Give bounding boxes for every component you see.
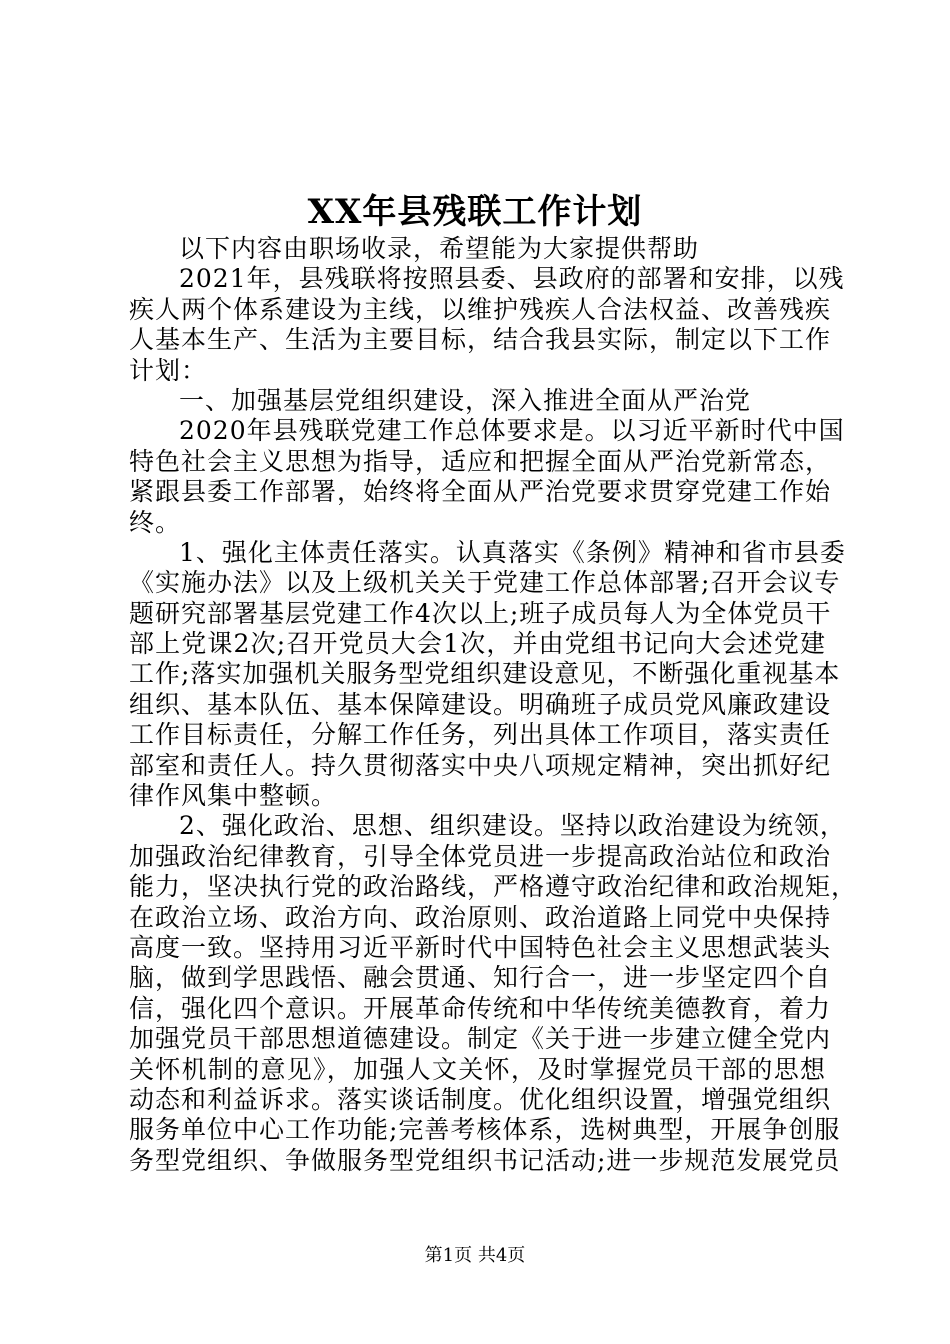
text-line: 服务单位中心工作功能;完善考核体系，选树典型，开展争创服 (129, 1115, 841, 1145)
text-line: 特色社会主义思想为指导，适应和把握全面从严治党新常态， (129, 446, 832, 476)
text-line: 加强政治纪律教育，引导全体党员进一步提高政治站位和政治 (129, 841, 832, 871)
text-line: 疾人两个体系建设为主线，以维护残疾人合法权益、改善残疾 (129, 294, 832, 324)
text-line: 脑，做到学思践悟、融会贯通、知行合一，进一步坚定四个自 (129, 963, 832, 993)
text-line: 2020年县残联党建工作总体要求是。以习近平新时代中国 (179, 416, 845, 446)
document-title: XX年县残联工作计划 (307, 192, 643, 232)
text-line: 人基本生产、生活为主要目标，结合我县实际，制定以下工作 (129, 325, 832, 355)
text-line: 一、加强基层党组织建设，深入推进全面从严治党 (179, 385, 752, 415)
text-line: 部室和责任人。持久贯彻落实中央八项规定精神，突出抓好纪 (129, 750, 832, 780)
text-line: 务型党组织、争做服务型党组织书记活动;进一步规范发展党员 (129, 1145, 841, 1175)
paragraph (129, 416, 845, 538)
text-line: 关怀机制的意见》，加强人文关怀，及时掌握党员干部的思想 (129, 1054, 826, 1084)
text-line: 高度一致。坚持用习近平新时代中国特色社会主义思想武装头 (129, 932, 832, 962)
paragraph (129, 537, 846, 812)
paragraph (129, 386, 826, 416)
text-line: 加强党员干部思想道德建设。制定《关于进一步建立健全党内 (129, 1024, 832, 1054)
page-footer: 第1页 共4页 (424, 1245, 526, 1266)
text-line: 工作目标责任，分解工作任务，列出具体工作项目，落实责任 (129, 720, 832, 750)
paragraph (129, 234, 826, 264)
paragraph (129, 811, 858, 1176)
text-line: 终。 (129, 507, 182, 537)
text-line: 工作;落实加强机关服务型党组织建设意见，不断强化重视基本 (129, 659, 841, 689)
text-line: 题研究部署基层党建工作4次以上;班子成员每人为全体党员干 (129, 598, 832, 628)
text-line: 部上党课2次;召开党员大会1次，并由党组书记向大会述党建 (129, 629, 826, 659)
text-line: 紧跟县委工作部署，始终将全面从严治党要求贯穿党建工作始 (129, 477, 832, 507)
text-line: 组织、基本队伍、基本保障建设。明确班子成员党风廉政建设 (129, 689, 832, 719)
text-line: 2021年，县残联将按照县委、县政府的部署和安排，以残 (179, 264, 845, 294)
text-line: 能力，坚决执行党的政治路线，严格遵守政治纪律和政治规矩， (129, 872, 858, 902)
document-body (129, 234, 858, 1176)
text-line: 在政治立场、政治方向、政治原则、政治道路上同党中央保持 (129, 902, 832, 932)
paragraph (129, 264, 845, 386)
text-line: 律作风集中整顿。 (129, 781, 338, 811)
text-line: 计划： (129, 355, 208, 385)
text-line: 动态和利益诉求。落实谈话制度。优化组织设置，增强党组织 (129, 1084, 832, 1114)
text-line: 以下内容由职场收录，希望能为大家提供帮助 (179, 234, 700, 263)
text-line: 2、强化政治、思想、组织建设。坚持以政治建设为统领， (179, 811, 846, 841)
text-line: 1、强化主体责任落实。认真落实《条例》精神和省市县委 (179, 537, 846, 567)
text-line: 信，强化四个意识。开展革命传统和中华传统美德教育，着力 (129, 993, 832, 1023)
text-line: 《实施办法》以及上级机关关于党建工作总体部署;召开会议专 (129, 568, 841, 598)
